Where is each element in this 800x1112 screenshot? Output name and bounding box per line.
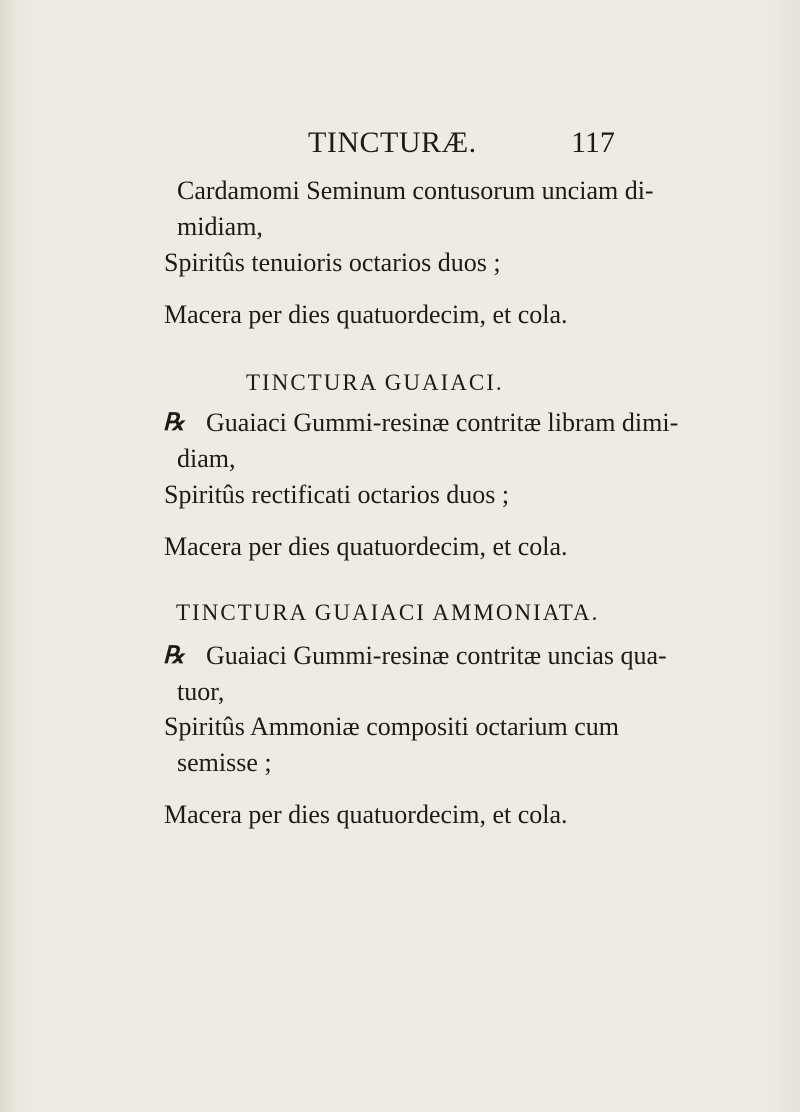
text-line: Macera per dies quatuordecim, et cola. [164, 800, 568, 829]
section-heading: TINCTURA GUAIACI. [246, 370, 504, 395]
text-line: diam, [177, 444, 236, 473]
recipe-symbol: ℞ [163, 643, 185, 669]
text-line: Spiritûs tenuioris octarios duos ; [164, 248, 501, 277]
text-line: Spiritûs Ammoniæ compositi octarium cum [164, 712, 619, 741]
text-line: Guaiaci Gummi-resinæ contritæ uncias qua- [206, 641, 667, 670]
page-number: 117 [571, 126, 615, 159]
section-heading: TINCTURA GUAIACI AMMONIATA. [176, 600, 600, 625]
text-line: semisse ; [177, 748, 272, 777]
text-line: Spiritûs rectificati octarios duos ; [164, 480, 510, 509]
text-line: tuor, [177, 677, 225, 706]
text-line: Cardamomi Seminum contusorum unciam di- [177, 176, 654, 205]
running-header-title: TINCTURÆ. [308, 126, 477, 159]
text-line: midiam, [177, 212, 263, 241]
text-line: Macera per dies quatuordecim, et cola. [164, 532, 568, 561]
recipe-symbol: ℞ [163, 410, 185, 436]
text-line: Macera per dies quatuordecim, et cola. [164, 300, 568, 329]
text-line: Guaiaci Gummi-resinæ contritæ libram dimi- [206, 408, 679, 437]
